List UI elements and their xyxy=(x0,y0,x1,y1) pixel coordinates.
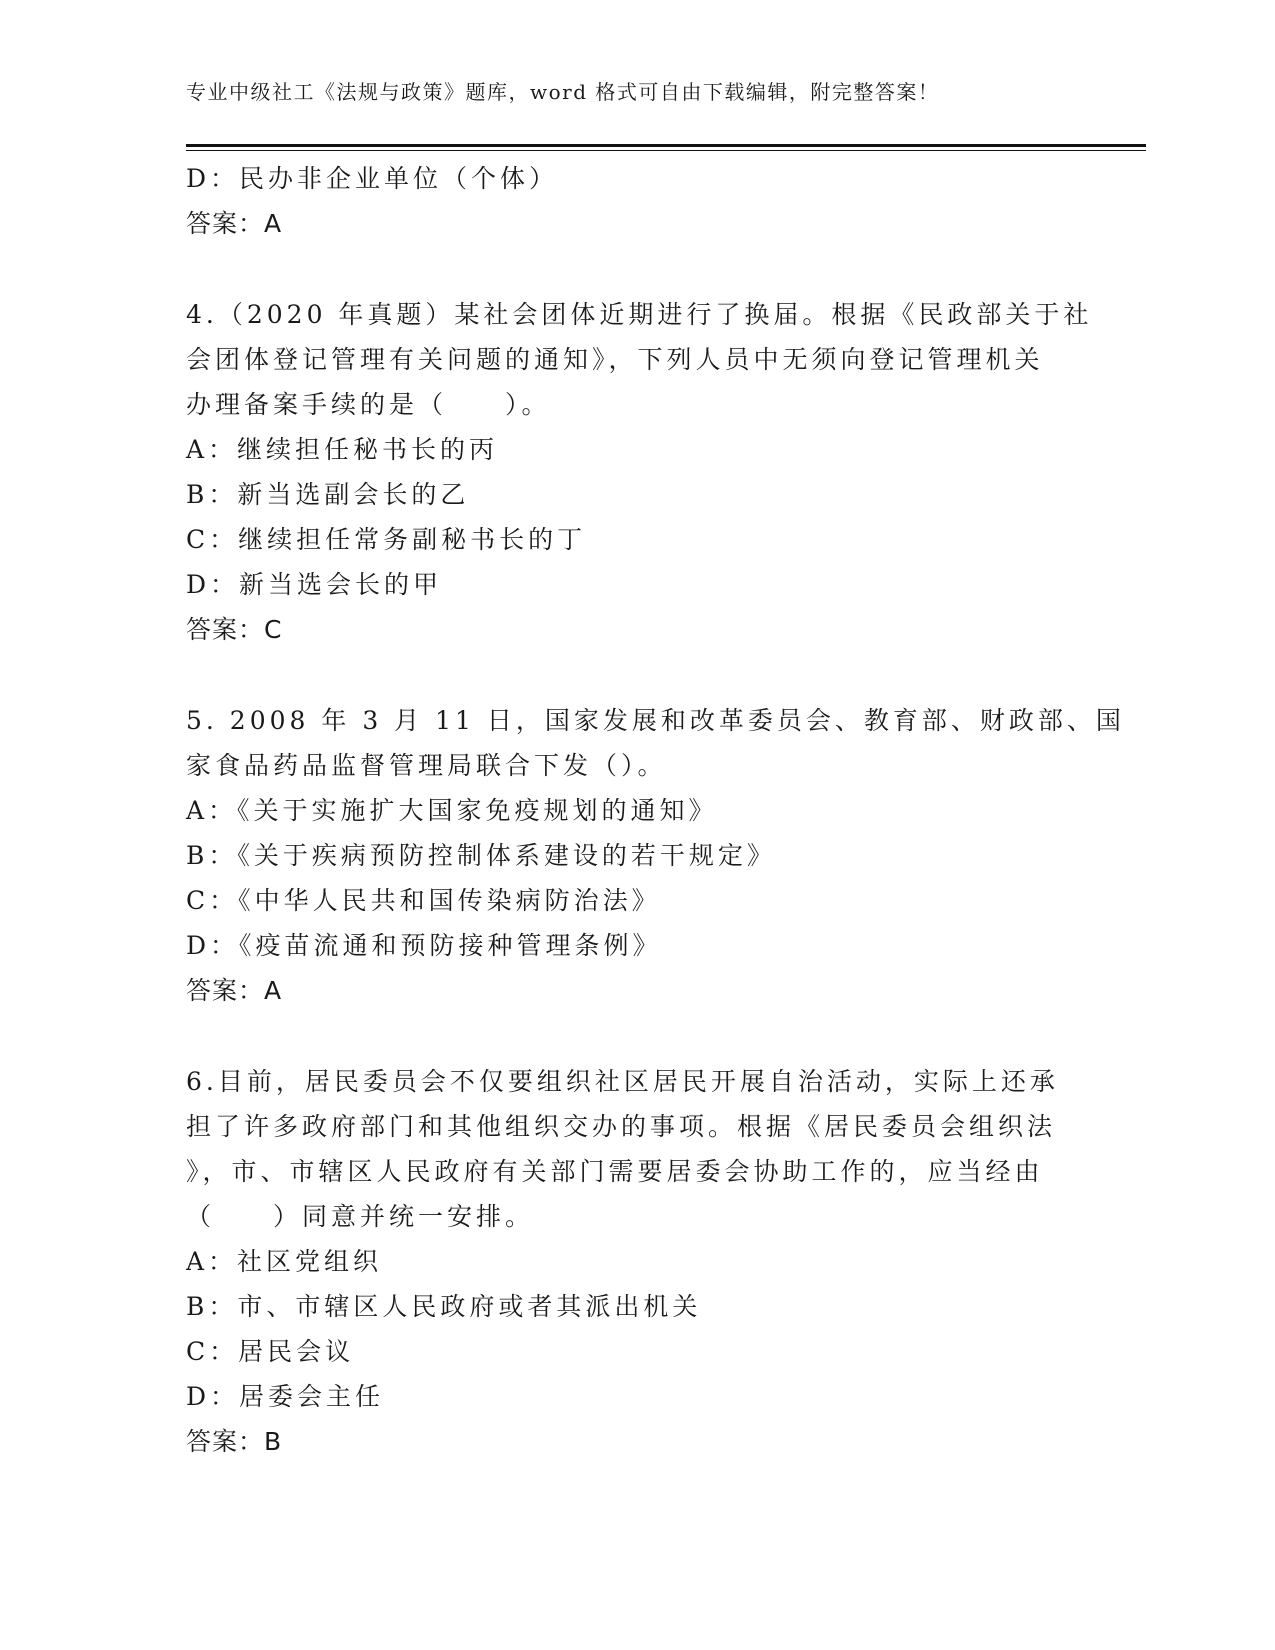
question-stem-line: 6.目前，居民委员会不仅要组织社区居民开展自治活动，实际上还承 xyxy=(186,1067,1059,1096)
option-d: D：居委会主任 xyxy=(186,1382,385,1411)
answer: 答案：A xyxy=(186,976,283,1005)
header-rule-thick xyxy=(186,144,1146,147)
option-d: D：《疫苗流通和预防接种管理条例》 xyxy=(186,931,662,960)
question-stem-line: （ ）同意并统一安排。 xyxy=(186,1202,535,1231)
question-4 xyxy=(186,292,1093,652)
question-stem-line: 5. 2008 年 3 月 11 日，国家发展和改革委员会、教育部、财政部、国 xyxy=(186,706,1125,735)
question-6 xyxy=(186,1059,1066,1464)
option-d: D：民办非企业单位（个体） xyxy=(186,164,559,193)
question-stem-line: 4.（2020 年真题）某社会团体近期进行了换届。根据《民政部关于社 xyxy=(186,300,1093,329)
question-stem-line: 》，市、市辖区人民政府有关部门需要居委会协助工作的，应当经由 xyxy=(186,1157,1044,1186)
question-stem-line: 家食品药品监督管理局联合下发（）。 xyxy=(186,751,667,780)
answer: 答案：C xyxy=(186,615,283,644)
option-a: A：《关于实施扩大国家免疫规划的通知》 xyxy=(186,796,718,825)
question-stem-line: 办理备案手续的是（ ）。 xyxy=(186,390,551,419)
question-stem-line: 会团体登记管理有关问题的通知》，下列人员中无须向登记管理机关 xyxy=(186,345,1044,374)
option-b: B：新当选副会长的乙 xyxy=(186,480,470,509)
option-d: D：新当选会长的甲 xyxy=(186,570,443,599)
answer: 答案：B xyxy=(186,1427,283,1456)
question-5 xyxy=(186,698,1125,1013)
option-a: A：继续担任秘书长的丙 xyxy=(186,435,499,464)
question-content xyxy=(186,156,1125,1464)
page-header: 专业中级社工《法规与政策》题库，word 格式可自由下载编辑，附完整答案！ xyxy=(186,80,940,104)
option-b: B：《关于疾病预防控制体系建设的若干规定》 xyxy=(186,841,776,870)
option-b: B：市、市辖区人民政府或者其派出机关 xyxy=(186,1292,702,1321)
option-c: C：《中华人民共和国传染病防治法》 xyxy=(186,886,661,915)
option-a: A：社区党组织 xyxy=(186,1247,383,1276)
header-rule-thin xyxy=(186,150,1146,151)
question-stem-line: 担了许多政府部门和其他组织交办的事项。根据《居民委员会组织法 xyxy=(186,1112,1057,1141)
answer: 答案：A xyxy=(186,209,283,238)
option-c: C：居民会议 xyxy=(186,1337,355,1366)
option-c: C：继续担任常务副秘书长的丁 xyxy=(186,525,587,554)
